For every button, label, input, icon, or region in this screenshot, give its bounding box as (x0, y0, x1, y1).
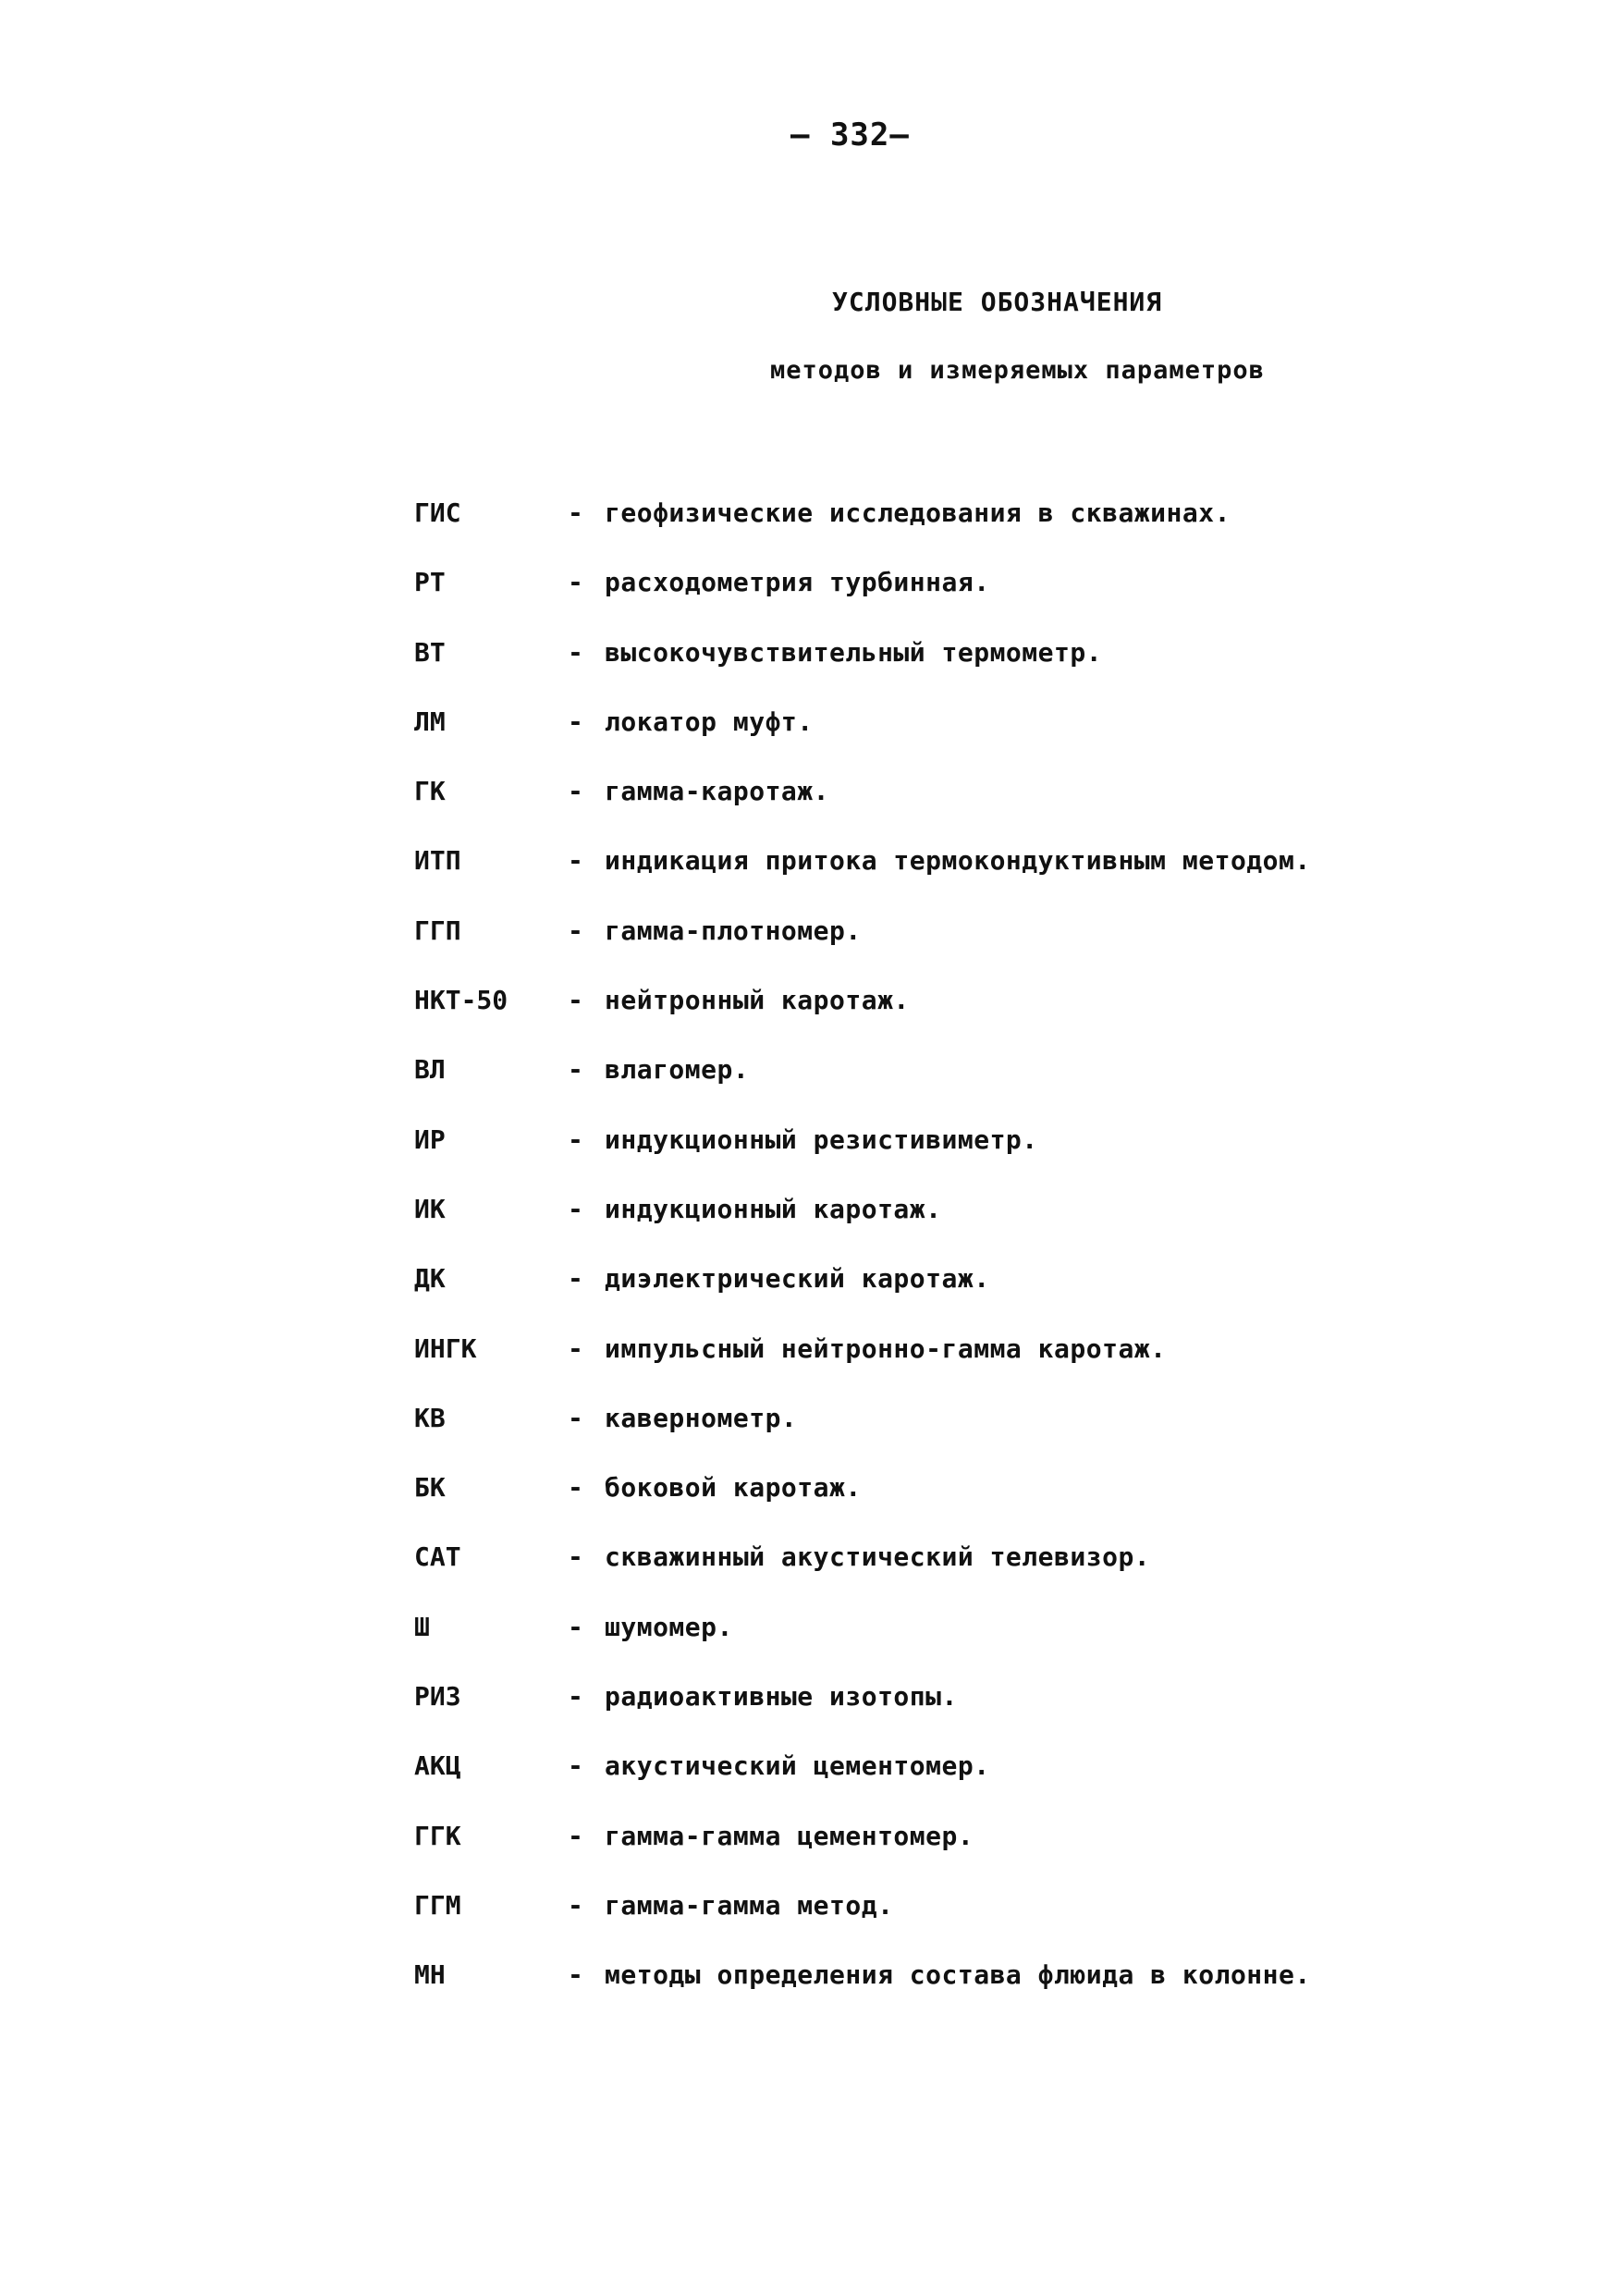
page-title: УСЛОВНЫЕ ОБОЗНАЧЕНИЯ (832, 287, 1163, 317)
abbreviation: ИТП (414, 845, 461, 877)
list-item (414, 842, 1431, 912)
abbreviation: МН (414, 1959, 446, 1991)
dash-separator: - (568, 985, 583, 1016)
abbreviation: ВЛ (414, 1054, 446, 1086)
abbreviation: ЛМ (414, 706, 446, 737)
list-item (414, 1957, 1431, 2026)
list-item (414, 634, 1431, 704)
page-subtitle: методов и измеряемых параметров (770, 356, 1265, 385)
definition: индукционный каротаж. (605, 1193, 942, 1224)
dash-separator: - (568, 1541, 583, 1573)
definition: расходометрия турбинная. (605, 567, 990, 598)
dash-separator: - (568, 845, 583, 877)
list-item (414, 1400, 1431, 1469)
definition: гамма-плотномер. (605, 915, 862, 946)
dash-separator: - (568, 1193, 583, 1224)
definition: шумомер. (605, 1611, 733, 1642)
list-item (414, 1748, 1431, 1817)
definition: гамма-каротаж. (605, 776, 830, 807)
definition: влагомер. (605, 1054, 750, 1086)
dash-separator: - (568, 1402, 583, 1433)
definition: боковой каротаж. (605, 1472, 862, 1504)
abbreviation: НКТ-50 (414, 985, 508, 1016)
list-item (414, 982, 1431, 1051)
abbreviation: ИНГК (414, 1332, 477, 1364)
definition: локатор муфт. (605, 706, 814, 737)
abbreviation: ИК (414, 1193, 446, 1224)
dash-separator: - (568, 1959, 583, 1991)
abbreviation: Ш (414, 1611, 430, 1642)
list-item (414, 913, 1431, 982)
definition: гамма-гамма метод. (605, 1889, 894, 1921)
list-item (414, 704, 1431, 773)
list-item (414, 1539, 1431, 1608)
dash-separator: - (568, 1820, 583, 1851)
dash-separator: - (568, 1889, 583, 1921)
abbreviation: РТ (414, 567, 446, 598)
list-item (414, 1887, 1431, 1957)
list-item (414, 773, 1431, 842)
abbreviation: КВ (414, 1402, 446, 1433)
abbreviation: ВТ (414, 636, 446, 668)
definition: индукционный резистивиметр. (605, 1123, 1038, 1155)
list-item (414, 1331, 1431, 1400)
definition: кавернометр. (605, 1402, 798, 1433)
abbreviation: РИЗ (414, 1681, 461, 1713)
abbreviation: ДК (414, 1263, 446, 1295)
list-item (414, 1051, 1431, 1121)
list-item (414, 1260, 1431, 1330)
definition: диэлектрический каротаж. (605, 1263, 990, 1295)
definition: методы определения состава флюида в колонне. (605, 1959, 1311, 1991)
abbreviation: БК (414, 1472, 446, 1504)
dash-separator: - (568, 1054, 583, 1086)
list-item (414, 1122, 1431, 1191)
dash-separator: - (568, 1263, 583, 1295)
dash-separator: - (568, 1123, 583, 1155)
dash-separator: - (568, 1332, 583, 1364)
definition: гамма-гамма цементомер. (605, 1820, 974, 1851)
list-item (414, 1818, 1431, 1887)
abbreviation: САТ (414, 1541, 461, 1573)
definition: нейтронный каротаж. (605, 985, 910, 1016)
definition: импульсный нейтронно-гамма каротаж. (605, 1332, 1167, 1364)
abbreviation: ГК (414, 776, 446, 807)
definition: акустический цементомер. (605, 1750, 990, 1782)
list-item (414, 1469, 1431, 1539)
abbreviation: ИР (414, 1123, 446, 1155)
dash-separator: - (568, 1611, 583, 1642)
abbreviation-list (414, 495, 1431, 2027)
dash-separator: - (568, 706, 583, 737)
dash-separator: - (568, 1750, 583, 1782)
definition: скважинный акустический телевизор. (605, 1541, 1151, 1573)
dash-separator: - (568, 497, 583, 528)
dash-separator: - (568, 567, 583, 598)
dash-separator: - (568, 776, 583, 807)
definition: индикация притока термокондуктивным методом. (605, 845, 1311, 877)
abbreviation: ГГК (414, 1820, 461, 1851)
page-number: – 332– (790, 117, 910, 153)
definition: геофизические исследования в скважинах. (605, 497, 1231, 528)
dash-separator: - (568, 915, 583, 946)
abbreviation: ГГМ (414, 1889, 461, 1921)
dash-separator: - (568, 1681, 583, 1713)
list-item (414, 1609, 1431, 1678)
abbreviation: ГГП (414, 915, 461, 946)
dash-separator: - (568, 1472, 583, 1504)
definition: радиоактивные изотопы. (605, 1681, 958, 1713)
dash-separator: - (568, 636, 583, 668)
list-item (414, 495, 1431, 564)
abbreviation: ГИС (414, 497, 461, 528)
list-item (414, 1191, 1431, 1260)
list-item (414, 1678, 1431, 1748)
list-item (414, 564, 1431, 633)
abbreviation: АКЦ (414, 1750, 461, 1782)
definition: высокочувствительный термометр. (605, 636, 1103, 668)
